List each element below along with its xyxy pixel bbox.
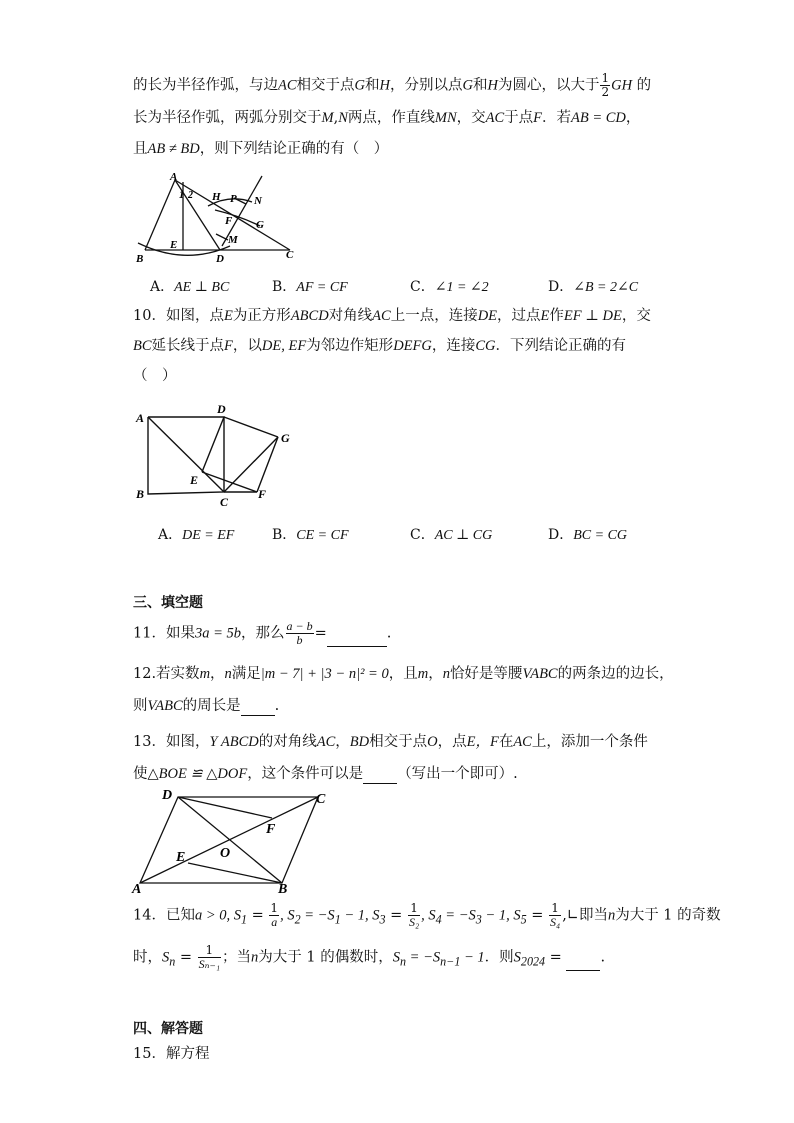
q12-answer-blank[interactable] <box>241 701 275 716</box>
q9-label-b: B <box>136 253 144 265</box>
q9-mark-m <box>216 234 228 240</box>
q10-label-c: C <box>220 495 229 509</box>
q9-option-a[interactable]: A．AE ⊥ BC <box>150 279 230 295</box>
q10-figure <box>132 400 302 512</box>
q14-answer-blank[interactable] <box>566 956 600 971</box>
q9-option-d[interactable]: D．∠B = 2∠C <box>548 279 639 295</box>
q14-fraction-1-over-s2: $\frac{1}{\text{S₂}}$ <box>408 901 420 929</box>
q10-option-d[interactable]: D．BC = CG <box>548 527 628 543</box>
q9-option-c[interactable]: C．∠1 = ∠2 <box>410 279 489 295</box>
q9-option-b[interactable]: B．AF = CF <box>272 279 348 295</box>
q10-label-a: A <box>136 411 145 425</box>
q14-fraction-1-over-a: $\frac{1}{a}$ <box>270 901 279 929</box>
q10-line-2: BC延长线于点F，以DE, EF为邻边作矩形DEFG，连接CG．下列结论正确的有 <box>133 338 627 354</box>
q13-label-e: E <box>176 850 186 865</box>
q9-line-1: 的长为半径作弧，与边AC相交于点G和H，分别以点G和H为圆心，以大于 $\frac{1}{2}$ GH 的 <box>133 71 652 99</box>
q10-option-b[interactable]: B．CE = CF <box>272 527 349 543</box>
q13-seg-df <box>178 797 272 818</box>
q10-label-g: G <box>281 431 290 445</box>
q13-label-d: D <box>162 788 173 803</box>
q11-answer-blank[interactable] <box>327 632 387 647</box>
q10-option-a[interactable]: A．DE = EF <box>158 527 235 543</box>
q10-label-e: E <box>190 473 199 487</box>
q9-label-1: 1 <box>179 190 184 201</box>
q12-line-1: 12.若实数m，n满足|m − 7| + |3 − n|² = 0，且m，n恰好是等腰VABC的两条边的边长， <box>133 666 674 682</box>
q10-diag-ac <box>148 417 224 492</box>
q13-label-c: C <box>316 792 326 807</box>
q13-seg-eb <box>188 863 282 883</box>
q9-label-p: P <box>230 193 237 205</box>
q9-label-2: 2 <box>188 190 193 201</box>
q10-label-f: F <box>258 487 267 501</box>
q13-figure <box>130 785 340 895</box>
q10-seg-dg <box>224 417 278 437</box>
q10-seg-de <box>202 417 224 472</box>
q9-line-2: 长为半径作弧，两弧分别交于M,N两点，作直线MN，交AC于点F．若AB = CD， <box>133 110 641 126</box>
q9-label-f: F <box>225 215 233 227</box>
q10-seg-gf <box>257 437 278 492</box>
q9-label-h: H <box>212 191 221 203</box>
q10-line-1: 10．如图，点E为正方形ABCD对角线AC上一点，连接DE，过点E作EF ⊥ DE，交 <box>133 308 651 324</box>
fraction-one-half: $\frac{1}{2}$ <box>601 71 610 99</box>
q13-label-b: B <box>278 882 288 895</box>
q13-diag-bd <box>178 797 282 883</box>
q13-line-2: 使△BOE ≌ △DOF，这个条件可以是 （写出一个即可）. <box>133 766 518 782</box>
q10-seg-ef <box>202 472 257 492</box>
q10-line-3: （ ） <box>133 368 177 384</box>
q11-line: 11．如果3a = 5b，那么 $\frac{a - b}{b}$ = . <box>133 619 392 647</box>
q11-fraction: $\frac{a - b}{b}$ <box>286 619 313 647</box>
q13-answer-blank[interactable] <box>363 769 397 784</box>
q12-line-2: 则VABC的周长是 . <box>133 698 280 714</box>
q10-option-c[interactable]: C．AC ⊥ CG <box>410 527 493 543</box>
q9-label-d: D <box>216 253 224 265</box>
q14-line-2: 时，$S_n$ = $\frac{1}{\text{Sₙ₋₁}}$ ；当n为大于 1 的偶数时，$S_n = -S_{n-1} - 1$．则$S_{2024}$ = . <box>133 943 606 971</box>
q10-label-b: B <box>136 487 145 501</box>
q13-line-1: 13．如图，Y ABCD的对角线AC，BD相交于点O，点E，F在AC上，添加一个条件 <box>133 734 648 750</box>
section-fill-in-title: 三、填空题 <box>133 595 203 611</box>
q9-figure <box>130 168 305 268</box>
q9-label-m: M <box>228 234 238 246</box>
q13-label-f: F <box>266 822 276 837</box>
q13-label-a: A <box>132 882 142 895</box>
section-answer-title: 四、解答题 <box>133 1021 203 1037</box>
q9-line-3: 且AB ≠ BD，则下列结论正确的有（ ） <box>133 141 389 157</box>
q15-line: 15．解方程 <box>133 1046 210 1062</box>
q9-label-n: N <box>254 195 262 207</box>
q10-label-d: D <box>217 402 226 416</box>
q9-label-a: A <box>170 171 178 183</box>
q14-line-1: 14．已知a > 0, $S_1$ = $\frac{1}{a}$ , $S_2 = -S_1 - 1$, $S_3$ = $\frac{1}{\text{S₂}}$ , $S_4 = -S_3 - 1$, $S_5$ = $\frac{1}{\text{S₄}}$ ,∟即当n为大于 1 的奇数 <box>133 901 721 929</box>
q9-label-g: G <box>256 219 264 231</box>
q13-label-o: O <box>220 846 231 861</box>
q14-fraction-1-over-s4: $\frac{1}{\text{S₄}}$ <box>550 901 561 929</box>
q9-label-c: C <box>286 249 294 261</box>
q9-label-e: E <box>170 239 178 251</box>
q10-seg-cg <box>224 437 278 492</box>
q14-fraction-1-over-sn-1: $\frac{1}{\text{Sₙ₋₁}}$ <box>198 943 221 971</box>
